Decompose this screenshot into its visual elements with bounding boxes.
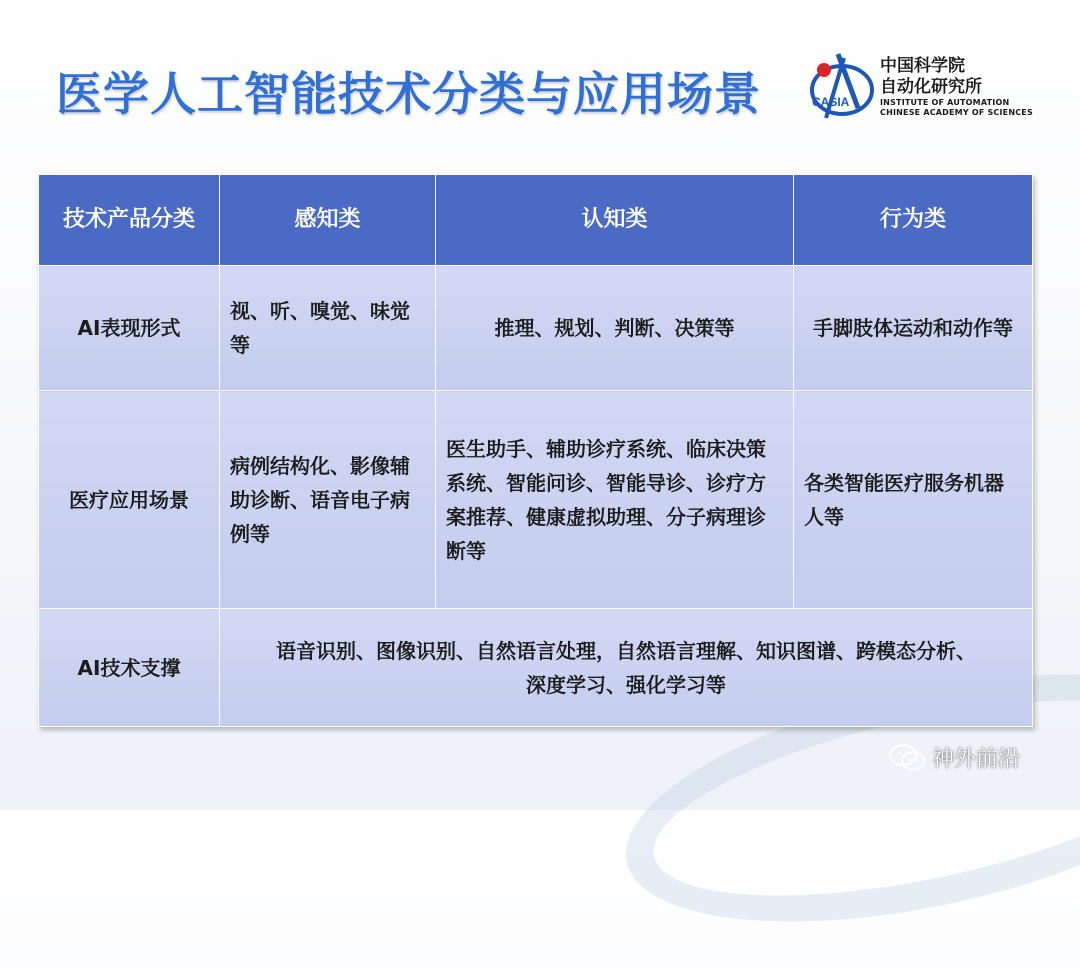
logo-cn-line1: 中国科学院 <box>880 56 965 76</box>
header-behavior: 行为类 <box>794 175 1033 266</box>
casia-logo-mark <box>808 48 878 138</box>
row-label-tech-support: AI技术支撑 <box>39 609 220 727</box>
watermark <box>888 742 1020 773</box>
row-label-ai-form: AI表现形式 <box>39 266 220 391</box>
header-cognition: 认知类 <box>436 175 794 266</box>
wechat-icon <box>888 743 926 773</box>
cell-behavior: 各类智能医疗服务机器人等 <box>794 391 1033 609</box>
row-label-medical-scenario: 医疗应用场景 <box>39 391 220 609</box>
header-category: 技术产品分类 <box>39 175 220 266</box>
watermark-text: 神外前沿 <box>932 747 1021 772</box>
table-header-row <box>39 175 1033 266</box>
cell-tech-support: 语音识别、图像识别、自然语言处理，自然语言理解、知识图谱、跨模态分析、深度学习、强化学习等 <box>220 609 1033 727</box>
cell-cognition: 推理、规划、判断、决策等 <box>436 266 794 391</box>
cell-perception: 病例结构化、影像辅助诊断、语音电子病例等 <box>220 391 436 609</box>
logo-en-line2: CHINESE ACADEMY OF SCIENCES <box>880 108 1033 117</box>
table-row <box>39 391 1033 609</box>
casia-logo <box>808 48 1048 158</box>
logo-text <box>880 56 1033 118</box>
cell-perception: 视、听、嗅觉、味觉等 <box>220 266 436 391</box>
table-row <box>39 266 1033 391</box>
cell-behavior: 手脚肢体运动和动作等 <box>794 266 1033 391</box>
table-row <box>39 609 1033 727</box>
svg-text:CASIA: CASIA <box>812 95 850 109</box>
header-perception: 感知类 <box>220 175 436 266</box>
page-title: 医学人工智能技术分类与应用场景 <box>56 67 761 121</box>
logo-cn-line2: 自动化研究所 <box>880 77 982 97</box>
classification-table <box>38 174 1033 727</box>
logo-en-line1: INSTITUTE OF AUTOMATION <box>880 98 1010 107</box>
cell-cognition: 医生助手、辅助诊疗系统、临床决策系统、智能问诊、智能导诊、诊疗方案推荐、健康虚拟助理、分子病理诊断等 <box>436 391 794 609</box>
